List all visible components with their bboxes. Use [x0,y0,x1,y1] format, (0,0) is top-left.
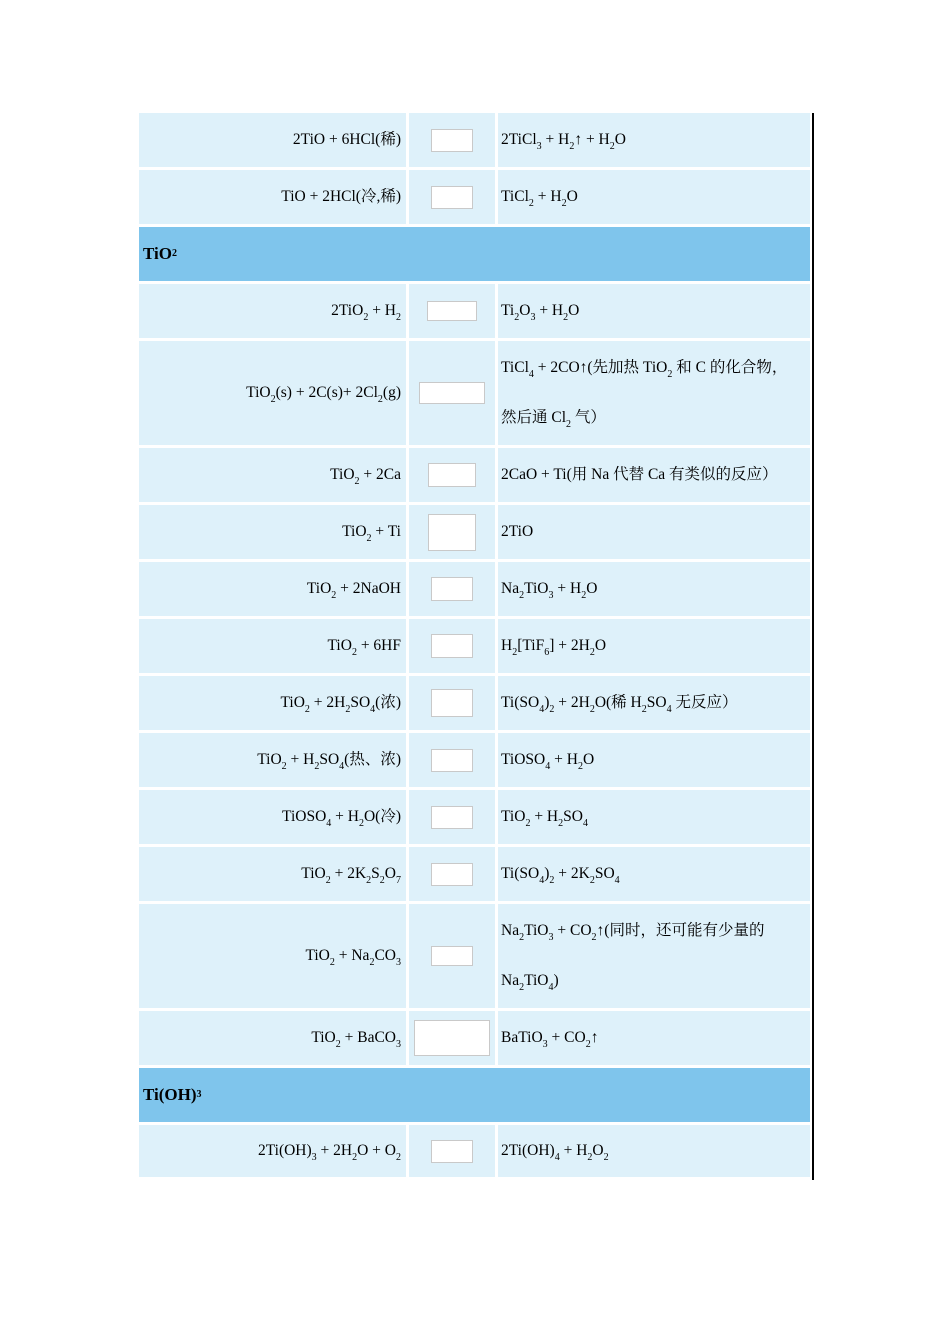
reactants-cell [139,448,409,502]
products-text: $Ti(SO_4)_2 + 2H_2O$(稀 $H_2SO_4$ 无反应） [501,694,738,715]
arrow-image-placeholder [431,1140,473,1163]
arrow-cell [409,619,498,673]
products-text: $Ti_2O_3 + H_2O$ [501,302,580,323]
products-cell [498,170,810,224]
arrow-cell [409,562,498,616]
reactants-text: $TiO_2 + 2K_2S_2O_7$ [301,865,401,886]
products-cell [498,1011,810,1065]
arrow-image-placeholder [428,463,476,487]
products-text: TiCl$_4$ + 2CO↑(先加热 TiO$_2$ 和 C 的化合物， 然后通 $Cl_2$ 气） [501,359,788,430]
products-text: $Na_2TiO_3 + H_2O$ [501,580,598,601]
products-cell [498,847,810,901]
arrow-cell [409,284,498,338]
reactants-text: 2TiO + 6HCl(稀) [292,131,401,148]
products-text: 2TiCl$_3$ + $H_2↑ + H_2O$ [501,131,626,152]
reactants-text: $TiO_2(s) + 2C(s)+ 2Cl_2(g)$ [246,384,401,405]
reaction-row [139,619,810,676]
arrow-cell [409,676,498,730]
arrow-image-placeholder [431,863,473,886]
reactants-text: TiO$_2$ + 6HF [327,637,401,658]
reactants-text: $TiO_2 + 2H_2SO_4$(浓) [280,694,401,715]
arrow-image-placeholder [427,301,477,321]
arrow-image-placeholder [431,806,473,829]
products-cell [498,505,810,559]
reactants-cell [139,733,409,787]
reactants-cell [139,1125,409,1177]
arrow-image-placeholder [431,689,473,717]
reaction-row [139,448,810,505]
products-cell [498,1125,810,1177]
arrow-cell [409,505,498,559]
reactants-text: $2Ti(OH)_3 + 2H_2O + O_2$ [257,1142,401,1163]
reactants-cell [139,847,409,901]
arrow-cell [409,170,498,224]
reactants-cell [139,505,409,559]
products-cell [498,284,810,338]
reaction-row [139,284,810,341]
reactants-text: TiO$_2$ + Ti [342,523,401,544]
arrow-cell [409,448,498,502]
reaction-table [139,113,814,1180]
products-text: $H_2[TiF_6] + 2H_2O$ [501,637,607,658]
products-cell [498,619,810,673]
reactants-cell [139,1011,409,1065]
reactants-text: $2TiO_2 + H_2$ [331,302,401,323]
reaction-row [139,341,810,448]
arrow-image-placeholder [431,577,473,601]
reactants-text: TiOSO$_4$ + $H_2O$(冷) [282,808,401,829]
reactants-text: TiO$_2$ + BaCO$_3$ [311,1029,401,1050]
reactants-text: $TiO_2 + H_2SO_4$(热、浓) [257,751,401,772]
section-title: TiO 2 [143,244,177,263]
reaction-row [139,505,810,562]
products-cell [498,676,810,730]
arrow-image-placeholder [431,749,473,772]
arrow-cell [409,1125,498,1177]
arrow-image-placeholder [419,382,485,404]
arrow-image-placeholder [431,946,473,966]
reactants-cell [139,284,409,338]
products-text: $2Ti(OH)_4 + H_2O_2$ [501,1142,609,1163]
arrow-cell [409,904,498,1008]
reactants-cell [139,562,409,616]
arrow-image-placeholder [428,514,476,551]
reactants-cell [139,676,409,730]
reactants-cell [139,790,409,844]
products-cell [498,733,810,787]
arrow-cell [409,790,498,844]
arrow-image-placeholder [431,186,473,209]
arrow-cell [409,847,498,901]
arrow-image-placeholder [414,1020,490,1056]
products-cell [498,790,810,844]
arrow-cell [409,341,498,445]
reaction-row [139,1125,810,1180]
reaction-row [139,1011,810,1068]
products-text: TiCl$_2$ + $H_2O$ [501,188,578,209]
products-cell [498,904,810,1008]
arrow-cell [409,113,498,167]
reactants-cell [139,341,409,445]
products-text: BaTiO$_3$ + $CO_2↑$ [501,1029,599,1050]
arrow-cell [409,733,498,787]
arrow-cell [409,1011,498,1065]
reaction-row [139,790,810,847]
section-header [139,1068,810,1125]
reaction-row [139,676,810,733]
products-cell [498,113,810,167]
reaction-row [139,562,810,619]
products-cell [498,341,810,445]
products-text: $Na_2TiO_3$ + $CO_2↑$(同时，还可能有少量的 $Na_2TiO_4$) [501,922,765,993]
products-text: $TiO_2 + H_2SO_4$ [501,808,588,829]
reactants-text: TiO + 2HCl(冷,稀) [281,188,401,205]
products-text: 2CaO + Ti(用 Na 代替 Ca 有类似的反应） [501,466,778,483]
reactants-cell [139,619,409,673]
products-cell [498,448,810,502]
section-header [139,227,810,284]
arrow-image-placeholder [431,634,473,658]
reactants-text: TiO$_2$ + 2Ca [330,466,401,487]
reaction-row [139,733,810,790]
reactants-cell [139,170,409,224]
products-cell [498,562,810,616]
reactants-cell [139,904,409,1008]
arrow-image-placeholder [431,129,473,152]
reaction-row [139,113,810,170]
reaction-row [139,904,810,1011]
products-text: TiOSO$_4$ + $H_2O$ [501,751,595,772]
reactants-cell [139,113,409,167]
reaction-row [139,847,810,904]
section-title: Ti(OH) 3 [143,1085,202,1104]
products-text: $Ti(SO_4)_2 + 2K_2SO_4$ [501,865,620,886]
reaction-row [139,170,810,227]
reactants-text: $TiO_2 + Na_2CO_3$ [305,947,401,968]
reactants-text: TiO$_2$ + 2NaOH [306,580,401,601]
products-text: 2TiO [501,523,534,540]
